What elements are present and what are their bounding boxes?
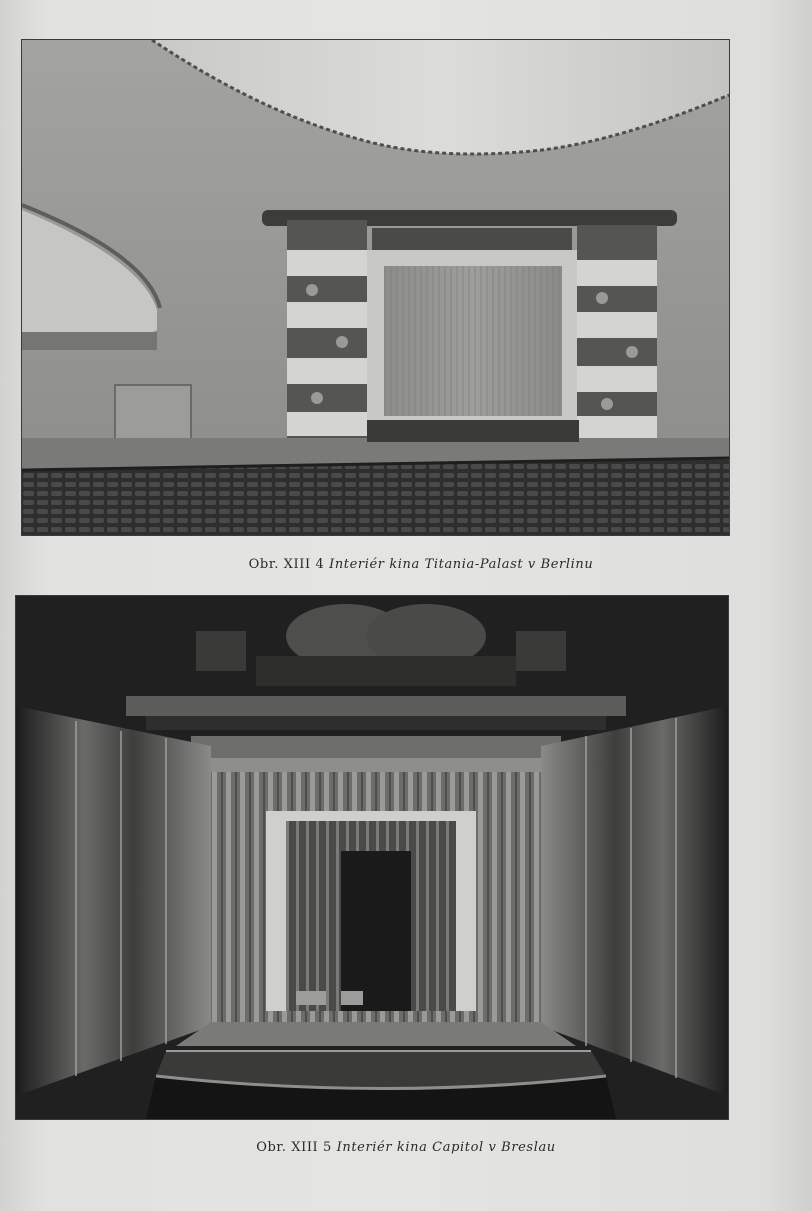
photo-titania-illustration xyxy=(22,40,729,535)
photo-capitol-interior xyxy=(16,596,728,1119)
figure-caption-2 xyxy=(0,1140,812,1155)
figure-caption-text-2: Interiér kina Capitol v Breslau xyxy=(336,1140,556,1155)
figure-caption-text-1: Interiér kina Titania-Palast v Berlinu xyxy=(329,557,594,572)
figure-number-2: Obr. XIII 5 xyxy=(256,1140,332,1155)
figure-caption-1 xyxy=(0,557,812,572)
photo-titania-palast-interior xyxy=(22,40,729,535)
photo-capitol-illustration xyxy=(16,596,728,1119)
figure-number-1: Obr. XIII 4 xyxy=(248,557,325,572)
